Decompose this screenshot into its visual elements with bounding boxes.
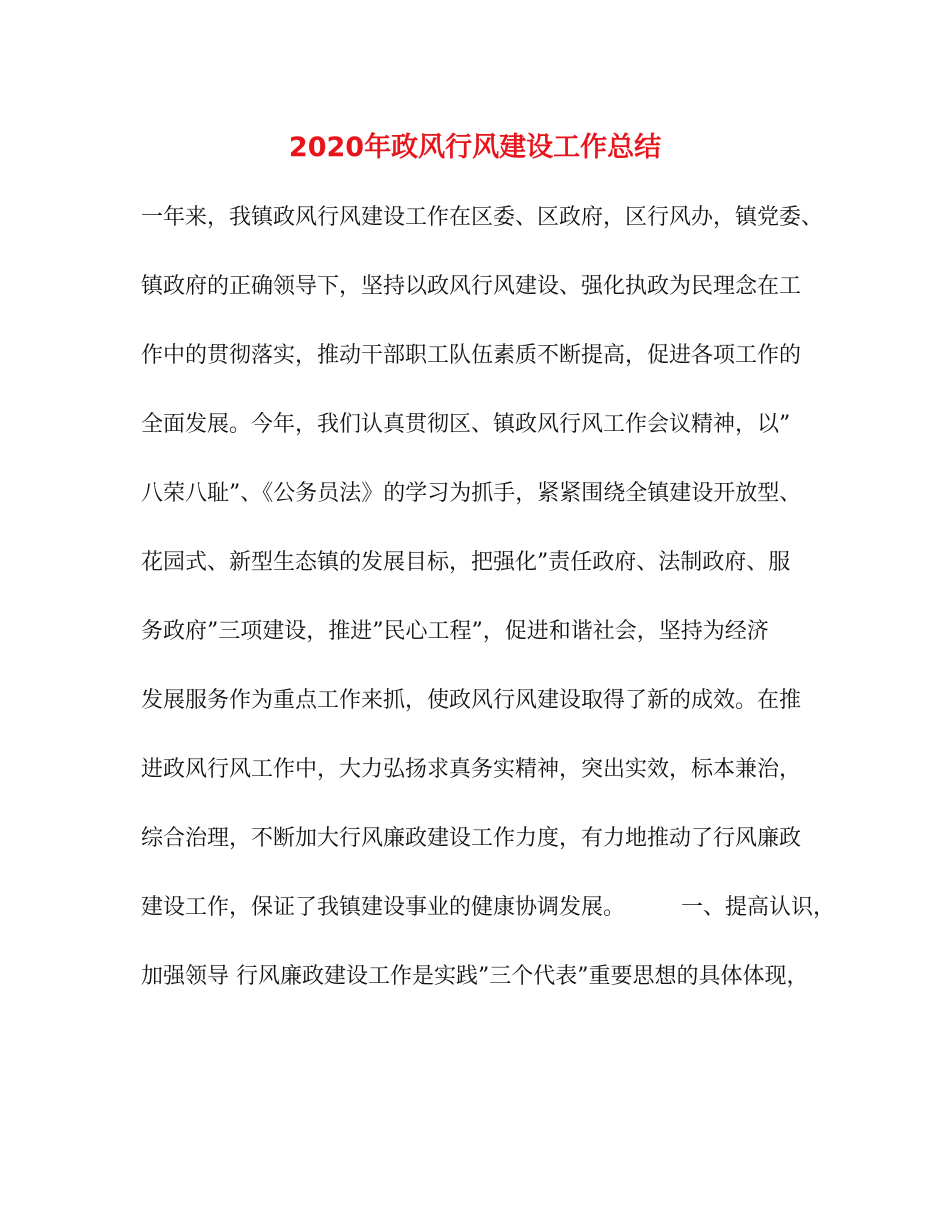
body-line: 加强领导 行风廉政建设工作是实践”三个代表”重要思想的具体体现， (141, 964, 809, 989)
body-line: 作中的贯彻落实，推动干部职工队伍素质不断提高，促进各项工作的 (141, 343, 802, 368)
body-line: 建设工作，保证了我镇建设事业的健康协调发展。 一、提高认识， (141, 895, 835, 920)
body-line: 一年来，我镇政风行风建设工作在区委、区政府，区行风办，镇党委、 (141, 205, 824, 230)
document-title: 2020年政风行风建设工作总结 (288, 132, 662, 163)
body-line: 发展服务作为重点工作来抓，使政风行风建设取得了新的成效。在推 (141, 688, 802, 713)
body-line: 综合治理，不断加大行风廉政建设工作力度，有力地推动了行风廉政 (141, 826, 802, 851)
body-line: 务政府”三项建设，推进”民心工程”，促进和谐社会，坚持为经济 (141, 619, 769, 644)
body-line: 全面发展。今年，我们认真贯彻区、镇政风行风工作会议精神，以” (141, 412, 791, 437)
body-line: 花园式、新型生态镇的发展目标，把强化”责任政府、法制政府、服 (141, 550, 791, 575)
body-line: 镇政府的正确领导下，坚持以政风行风建设、强化执政为民理念在工 (141, 274, 802, 299)
body-line: 进政风行风工作中，大力弘扬求真务实精神，突出实效，标本兼治， (141, 757, 802, 782)
body-line: 八荣八耻”、《公务员法》的学习为抓手，紧紧围绕全镇建设开放型、 (141, 481, 802, 506)
